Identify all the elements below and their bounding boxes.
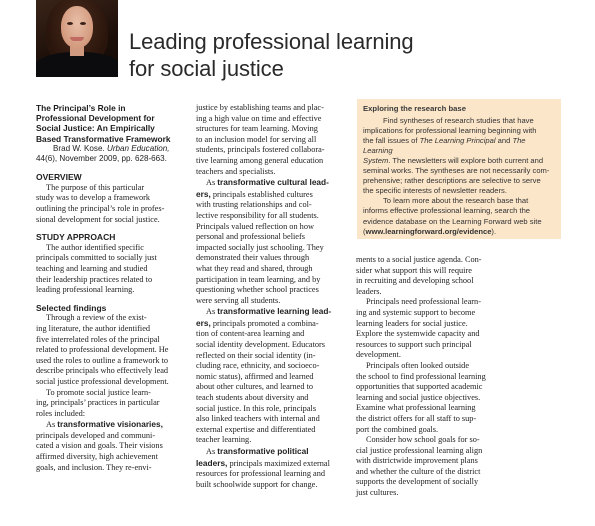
text-line: related to professional development. He xyxy=(36,345,169,355)
text-line: learning and social justice objectives. xyxy=(356,392,481,402)
page-title xyxy=(129,28,414,82)
support-paragraph xyxy=(356,297,516,361)
text-line: built schoolwide support for change. xyxy=(196,479,318,489)
text-line: five interrelated roles of the principal xyxy=(36,334,160,344)
text-line: ing literature, the author identified xyxy=(36,323,151,333)
reference-title xyxy=(36,103,186,144)
reference-issue: 44(6), November 2009, pp. 628-663. xyxy=(36,154,167,164)
text-line: sider what support this will require xyxy=(356,265,472,275)
newsletter-name: The Learning Principal xyxy=(419,136,496,146)
reference-title-line: Professional Development for xyxy=(36,113,155,124)
text-line: about other cultures, and learned to xyxy=(196,382,314,392)
text-fragment: As xyxy=(206,447,218,456)
research-box-line: prehensive; rather descriptions are selective to serve xyxy=(363,176,541,186)
text-line: opportunities that supported academic xyxy=(356,382,483,392)
research-box-line: To learn more about the research base that xyxy=(383,196,529,206)
bold-term: transformative political xyxy=(217,446,309,456)
text-line: the district offers for all staff to sup- xyxy=(356,413,477,423)
text-line: principals committed to socially just xyxy=(36,253,157,263)
bold-term: ers, xyxy=(196,317,211,328)
text-line: used the roles to outline a framework to xyxy=(36,355,169,365)
findings-paragraph xyxy=(36,313,186,387)
reference-title-line: The Principal’s Role in xyxy=(36,103,126,113)
research-box-line: the specific interests of newsletter readers. xyxy=(363,186,507,196)
text-line: goals, and inclusion. They re-envi- xyxy=(36,462,152,472)
text-line: Through a review of the exist- xyxy=(46,313,147,323)
text-line: personal and professional beliefs xyxy=(196,232,305,242)
reference-author: Brad W. Kose. xyxy=(53,143,105,153)
text-line: principals developed and communi- xyxy=(36,430,156,440)
text-line: tive learning among general education xyxy=(196,155,324,165)
text-fragment: As xyxy=(46,420,58,430)
column-2 xyxy=(196,103,346,490)
text-line: nomic status), affirmed and learned xyxy=(196,371,314,381)
column-3 xyxy=(356,255,516,499)
text-line: port the combined goals. xyxy=(356,424,439,434)
promote-paragraph xyxy=(36,388,186,420)
newsletter-name: The Learning xyxy=(363,136,526,156)
text-line: ing, principals’ practices in particular xyxy=(36,398,160,408)
text-line: resources for professional learning and xyxy=(196,469,326,479)
text-line: social justice professional development. xyxy=(36,376,169,386)
text-line: affirmed diversity, high achievement xyxy=(36,452,158,462)
page-title-line: Leading professional learning xyxy=(129,29,414,54)
overview-heading: OVERVIEW xyxy=(36,172,82,183)
text-line: teachers and specialists. xyxy=(196,166,276,176)
text-line: resources to support such principal xyxy=(356,339,472,349)
text-fragment: and xyxy=(495,136,513,146)
text-line: the school to find professional learning xyxy=(356,371,486,381)
text-line: describe principals who effectively lead xyxy=(36,366,169,376)
reference-title-line: Based Transformative Framework xyxy=(36,133,171,144)
text-line: Examine what professional learning xyxy=(356,403,476,413)
text-line: justice by establishing teams and plac- xyxy=(196,103,324,112)
text-line: Explore the systemwide capacity and xyxy=(356,329,480,339)
research-box-title: Exploring the research base xyxy=(363,104,466,113)
text-line: were serving all students. xyxy=(196,295,281,305)
research-box-line: implications for professional learning beginning with xyxy=(363,126,537,136)
text-line: social justice. In this role, principals xyxy=(196,403,317,413)
agenda-paragraph xyxy=(356,255,516,297)
text-line: learning leaders for social justice. xyxy=(356,318,468,328)
text-fragment: As xyxy=(206,178,218,188)
reference-citation xyxy=(36,144,186,164)
text-line: social identity development. Educators xyxy=(196,340,326,350)
text-line: ing a high value on time and effective xyxy=(196,113,322,123)
bold-term: ers, xyxy=(196,188,211,199)
bold-term: transformative cultural lead- xyxy=(217,177,329,188)
text-fragment: principals promoted a combina- xyxy=(210,318,319,328)
bold-term: transformative visionaries, xyxy=(57,419,163,430)
text-fragment: principals maximized external xyxy=(227,458,330,468)
text-fragment: the fall issues of xyxy=(363,136,420,146)
research-box-line: informs effective professional learning, search the xyxy=(363,206,531,216)
text-line: teaching and learning and studied xyxy=(36,263,148,273)
approach-heading: STUDY APPROACH xyxy=(36,232,116,243)
text-line: Consider how school goals for so- xyxy=(366,435,480,445)
approach-paragraph xyxy=(36,243,186,296)
text-line: their leadership practices related to xyxy=(36,274,153,284)
learning-paragraph xyxy=(196,306,346,446)
text-line: also linked teachers with internal and xyxy=(196,414,320,424)
text-line: just cultures. xyxy=(356,488,399,498)
text-line: external expertise and differentiated xyxy=(196,424,316,434)
text-fragment: ). xyxy=(491,226,497,236)
column-1 xyxy=(36,103,186,473)
text-line: teach students about diversity and xyxy=(196,393,309,403)
text-line: leading professional learning. xyxy=(36,285,135,295)
text-line: Principals valued reflection on how xyxy=(196,221,314,231)
text-line: questioning whether school practices xyxy=(196,285,319,295)
visionaries-paragraph xyxy=(36,419,186,473)
political-paragraph xyxy=(196,446,346,490)
cultural-paragraph xyxy=(196,177,346,306)
findings-heading: Selected findings xyxy=(36,302,107,313)
text-line: cated a vision and goals. Their visions xyxy=(36,441,163,451)
text-line: with districtwide improvement plans xyxy=(356,456,478,466)
bold-term: leaders, xyxy=(196,457,228,468)
text-fragment: principals established cultures xyxy=(210,189,313,199)
text-fragment: ( xyxy=(363,226,366,236)
bold-term: transformative learning lead- xyxy=(217,306,332,317)
text-line: To promote social justice learn- xyxy=(46,387,151,397)
text-line: reflected on their social identity (in- xyxy=(196,350,316,360)
text-line: with trusting relationships and col- xyxy=(196,200,312,210)
text-fragment: . The newsletters will explore both current and xyxy=(388,156,544,166)
teams-paragraph xyxy=(196,103,346,177)
author-photo xyxy=(36,0,118,77)
text-line: Principals often looked outside xyxy=(366,360,470,370)
research-base-box xyxy=(357,99,561,239)
text-line: and whether the culture of the district xyxy=(356,466,481,476)
research-box-line: Find syntheses of research studies that have xyxy=(383,116,534,126)
page-title-line: for social justice xyxy=(129,56,284,81)
text-line: lective responsibility for all students. xyxy=(196,210,319,220)
text-line: ing and systemic support to become xyxy=(356,307,476,317)
research-box-line xyxy=(363,136,555,156)
text-line: The purpose of this particular xyxy=(46,182,145,192)
text-line: in recruiting and developing school xyxy=(356,276,474,286)
reference-title-line: Social Justice: An Empirically xyxy=(36,123,155,134)
reference-journal: Urban Education, xyxy=(106,143,170,153)
overview-paragraph xyxy=(36,183,186,225)
research-box-line xyxy=(363,227,555,237)
text-line: study was to develop a framework xyxy=(36,193,151,203)
research-box-line: evidence database on the Learning Forward web site xyxy=(363,216,542,226)
text-line: tion of content-area learning and xyxy=(196,329,305,339)
goals-paragraph xyxy=(356,435,516,499)
text-line: sional development for social justice. xyxy=(36,214,160,224)
research-box-line xyxy=(363,156,555,166)
text-line: The author identified specific xyxy=(46,242,144,252)
evidence-link[interactable]: www.learningforward.org/evidence xyxy=(365,226,492,236)
text-line: outlining the principal’s role in profes- xyxy=(36,204,165,213)
text-line: development. xyxy=(356,350,401,360)
text-line: supports the development of socially xyxy=(356,477,479,487)
outside-paragraph xyxy=(356,361,516,435)
research-box-line: seminal works. The syntheses are not necessarily com- xyxy=(363,166,550,176)
text-line: roles included: xyxy=(36,408,86,418)
text-line: demonstrated their values through xyxy=(196,253,310,263)
text-fragment: As xyxy=(206,307,218,317)
text-line: students, principals fostered collabora- xyxy=(196,145,325,155)
text-line: cluding race, ethnicity, and socioeco- xyxy=(196,361,320,371)
text-line: impacted socially just schooling. They xyxy=(196,242,324,252)
newsletter-name: System xyxy=(363,156,389,166)
text-line: to an inclusion model for serving all xyxy=(196,134,317,144)
text-line: teacher learning. xyxy=(196,435,252,445)
text-line: participation in team learning, and by xyxy=(196,274,321,284)
text-line: cial justice professional learning align xyxy=(356,445,483,455)
text-line: what they read and shared, through xyxy=(196,263,313,273)
text-line: structures for team learning. Moving xyxy=(196,124,318,134)
text-line: leaders. xyxy=(356,286,382,296)
text-line: Principals need professional learn- xyxy=(366,297,481,307)
text-line: ments to a social justice agenda. Con- xyxy=(356,255,482,264)
